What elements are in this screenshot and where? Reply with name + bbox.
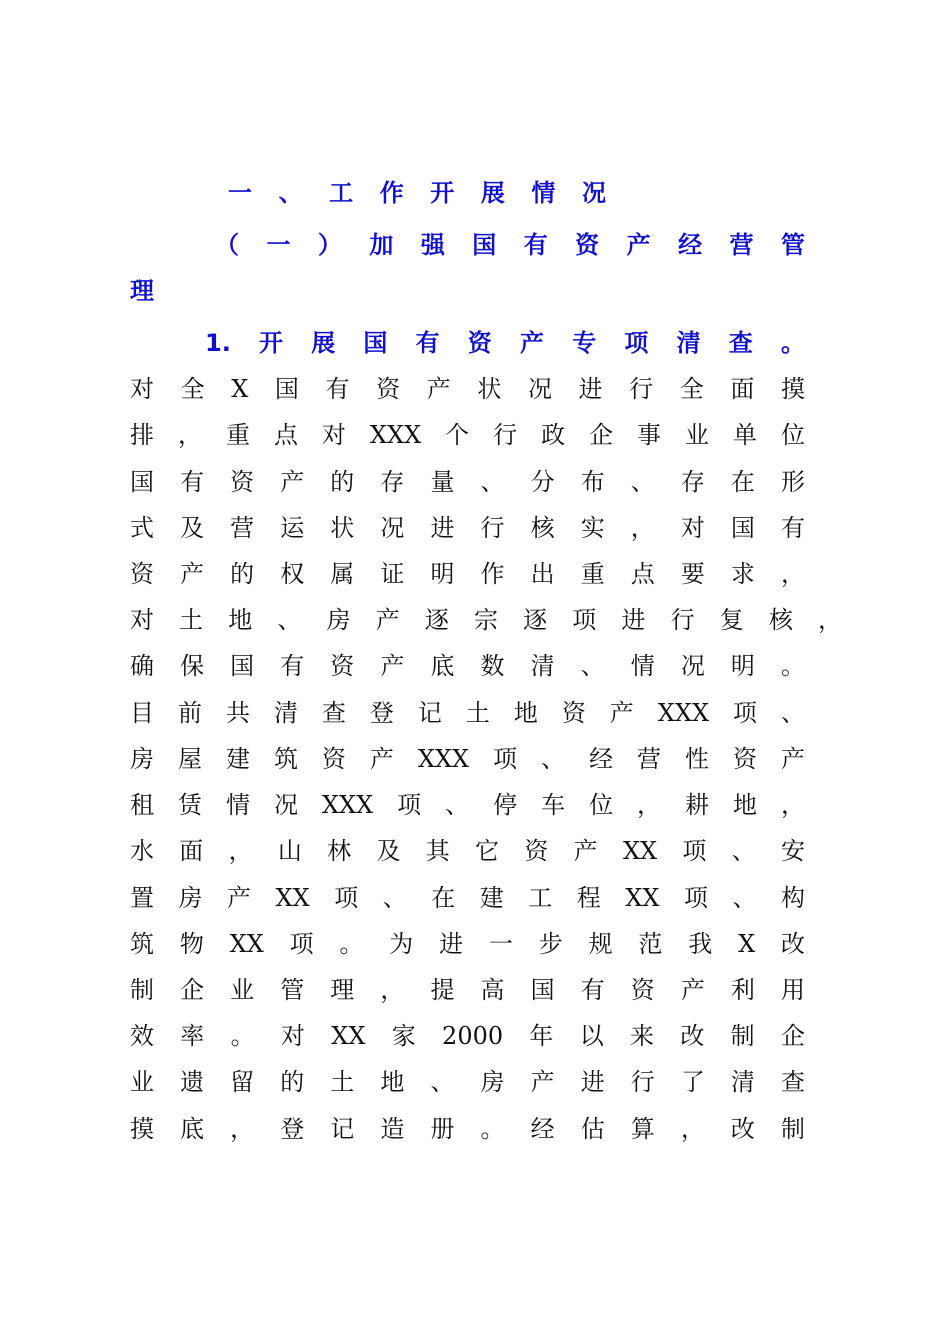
body-line: 资产的权属证明作出重点要求， [130, 560, 805, 588]
body-line: 业遗留的土地、房产进行了清查 [130, 1068, 805, 1096]
body-line: 水面，山林及其它资产XX项、安 [130, 837, 805, 865]
body-line: 对全X国有资产状况进行全面摸 [130, 375, 805, 403]
body-line: 制企业管理，提高国有资产利用 [130, 976, 805, 1004]
heading-level-3: 1.开展国有资产专项清查。 [205, 329, 805, 357]
body-line: 目前共清查登记土地资产XXX项、 [130, 699, 805, 727]
body-line: 式及营运状况进行核实，对国有 [130, 514, 805, 542]
body-line: 置房产XX项、在建工程XX项、构 [130, 884, 805, 912]
heading-level-2-continued: 理 [130, 277, 154, 305]
body-line: 确保国有资产底数清、情况明。 [130, 652, 805, 680]
body-line: 租赁情况XXX项、停车位，耕地， [130, 791, 805, 819]
body-line: 摸底，登记造册。经估算，改制 [130, 1115, 805, 1143]
heading-level-2: （一）加强国有资产经营管 [215, 231, 805, 259]
body-line: 效率。对XX家2000年以来改制企 [130, 1022, 805, 1050]
heading-level-1: 一、工作开展情况 [228, 179, 606, 207]
body-line: 对土地、房产逐宗逐项进行复核， [130, 606, 842, 634]
body-line: 房屋建筑资产XXX项、经营性资产 [130, 745, 805, 773]
body-line: 国有资产的存量、分布、存在形 [130, 468, 805, 496]
body-line: 筑物XX项。为进一步规范我X改 [130, 930, 805, 958]
body-line: 排，重点对XXX个行政企事业单位 [130, 421, 805, 449]
